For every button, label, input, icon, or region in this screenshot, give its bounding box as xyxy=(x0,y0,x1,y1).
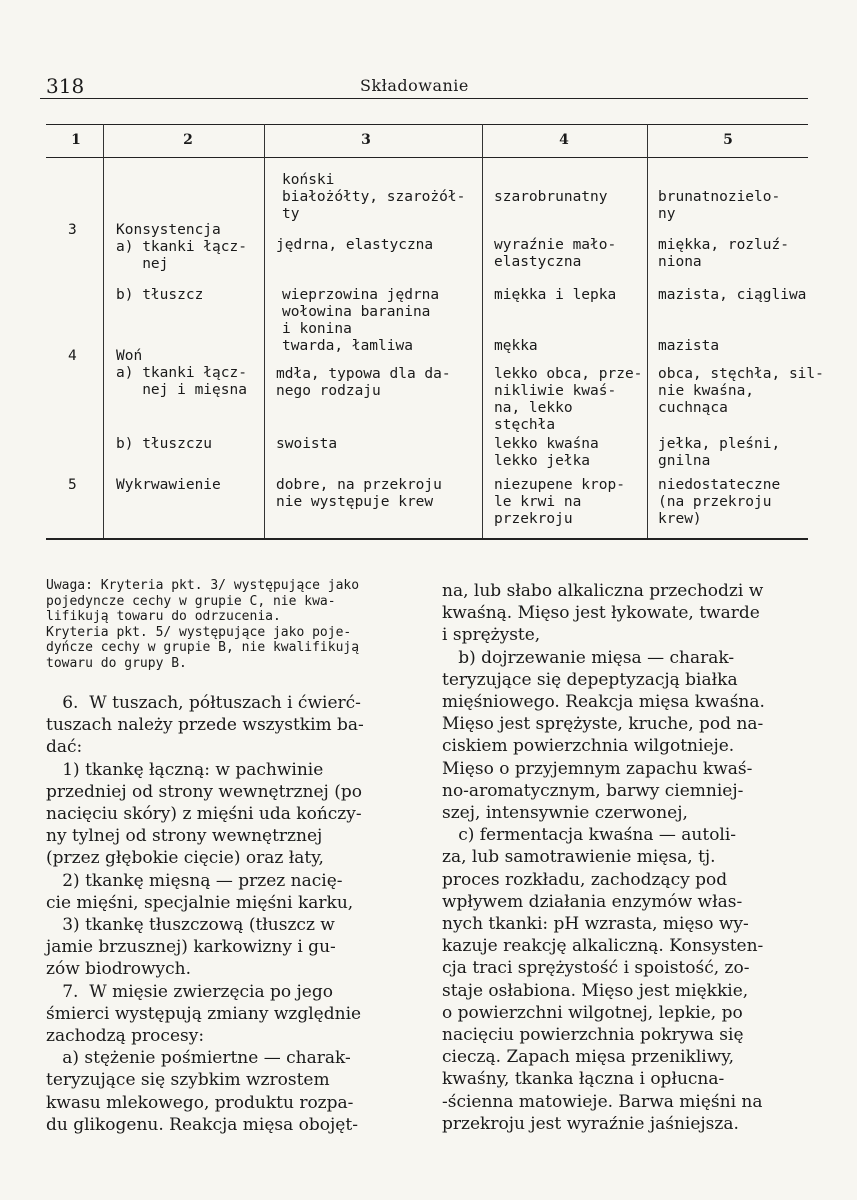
table-cell-group-c: niedostateczne (na przekroju krew) xyxy=(658,477,781,527)
table-cell-group-b: niezupene krop- le krwi na przekroju xyxy=(494,477,625,527)
table-column-rule xyxy=(482,124,483,539)
table-footnote: Uwaga: Kryteria pkt. 3/ występujące jako pojedyncze cechy w grupie C, nie kwa- lifikują towaru do odrzucenia. Kryteria pkt. 5/ występujące jako poje- dyńcze cechy w grupie B, nie kwalifikują towaru do grupy B. xyxy=(46,578,360,671)
table-cell-number: 4 xyxy=(68,348,77,364)
page-header xyxy=(40,72,808,99)
table-column-header: 5 xyxy=(723,132,733,148)
table-column-rule xyxy=(264,124,265,539)
body-text-left-column: 6. W tuszach, półtuszach i ćwierć- tuszach należy przede wszystkim ba- dać: 1) tkankę łączną: w pachwinie przedniej od strony wewnętrznej (po nacięciu skóry) z mięśni uda kończy- ny tylnej od strony wewnętrznej (przez głębokie cięcie) oraz łaty, 2) tkankę mięsną — przez nacię- cie mięśni, specjalnie mięśni karku, 3) tkankę tłuszczową (tłuszcz w jamie brzusznej) karkowizny i gu- zów biodrowych. 7. W mięsie zwierzęcia po jego śmierci występują zmiany względnie zachodzą procesy: a) stężenie pośmiertne — charak- teryzujące się szybkim wzrostem kwasu mlekowego, produktu rozpa- du glikogenu. Reakcja mięsa obojęt- xyxy=(46,693,364,1135)
table-cell-feature: Woń a) tkanki łącz- nej i mięsna xyxy=(116,348,247,398)
table-cell-group-b: miękka i lepka mękka xyxy=(494,287,617,354)
table-cell-group-c: mazista, ciągliwa mazista xyxy=(658,287,807,354)
table-bottom-rule xyxy=(46,538,808,540)
table-cell-number: 3 xyxy=(68,222,77,238)
table-cell-group-a: mdła, typowa dla da- nego rodzaju xyxy=(276,366,451,399)
table-cell-group-c: jełka, pleśni, gnilna xyxy=(658,436,781,469)
table-column-header: 4 xyxy=(559,132,569,148)
table-cell-group-b: lekko kwaśna lekko jełka xyxy=(494,436,599,469)
table-cell-number: 5 xyxy=(68,477,77,493)
table-cell-group-a: swoista xyxy=(276,436,338,452)
table-cell-feature: Konsystencja a) tkanki łącz- nej xyxy=(116,222,247,272)
table-column-header: 2 xyxy=(183,132,193,148)
table-cell-group-a: wieprzowina jędrna wołowina baranina i konina twarda, łamliwa xyxy=(282,287,440,354)
table-cell-group-b: szarobrunatny xyxy=(494,189,608,205)
table-cell-feature: b) tłuszcz xyxy=(116,287,204,303)
table-column-header: 1 xyxy=(71,132,81,148)
table-cell-group-c: miękka, rozluź- niona xyxy=(658,237,789,270)
table-column-rule xyxy=(103,124,104,539)
table-cell-group-c: obca, stęchła, sil- nie kwaśna, cuchnąca xyxy=(658,366,824,416)
running-title: Składowanie xyxy=(360,76,469,95)
table-column-rule xyxy=(647,124,648,539)
table-cell-group-c: brunatnozielo- ny xyxy=(658,189,781,222)
table-cell-group-a: dobre, na przekroju nie występuje krew xyxy=(276,477,442,510)
table-cell-group-b: wyraźnie mało- elastyczna xyxy=(494,237,617,270)
table-cell-feature: Wykrwawienie xyxy=(116,477,221,493)
body-text-right-column: na, lub słabo alkaliczna przechodzi w kwaśną. Mięso jest łykowate, twarde i sprężyste, b) dojrzewanie mięsa — charak- teryzujące się depeptyzacją białka mięśniowego. Reakcja mięsa kwaśna. Mięso jest sprężyste, kruche, pod na- ciskiem powierzchnia wilgotnieje. Mięso o przyjemnym zapachu kwaś- no-aromatycznym, barwy ciemniej- szej, intensywnie czerwonej, c) fermentacja kwaśna — autoli- za, lub samotrawienie mięsa, tj. proces rozkładu, zachodzący pod wpływem działania enzymów włas- nych tkanki: pH wzrasta, mięso wy- kazuje reakcję alkaliczną. Konsysten- cja traci sprężystość i spoistość, zo- staje osłabiona. Mięso jest miękkie, o powierzchni wilgotnej, lepkie, po nacięciu powierzchnia pokrywa się cieczą. Zapach mięsa przenikliwy, kwaśny, tkanka łączna i opłucna- -ścienna matowieje. Barwa mięśni na przekroju jest wyraźnie jaśniejsza. xyxy=(442,581,765,1134)
table-header-row xyxy=(46,124,808,158)
table-cell-group-a: koński białożółty, szarożół- ty xyxy=(282,172,466,222)
table-cell-group-b: lekko obca, prze- nikliwie kwaś- na, lekko stęchła xyxy=(494,366,643,433)
table-cell-feature: b) tłuszczu xyxy=(116,436,213,452)
page-number: 318 xyxy=(46,74,85,98)
table-cell-group-a: jędrna, elastyczna xyxy=(276,237,434,253)
table-column-header: 3 xyxy=(361,132,371,148)
